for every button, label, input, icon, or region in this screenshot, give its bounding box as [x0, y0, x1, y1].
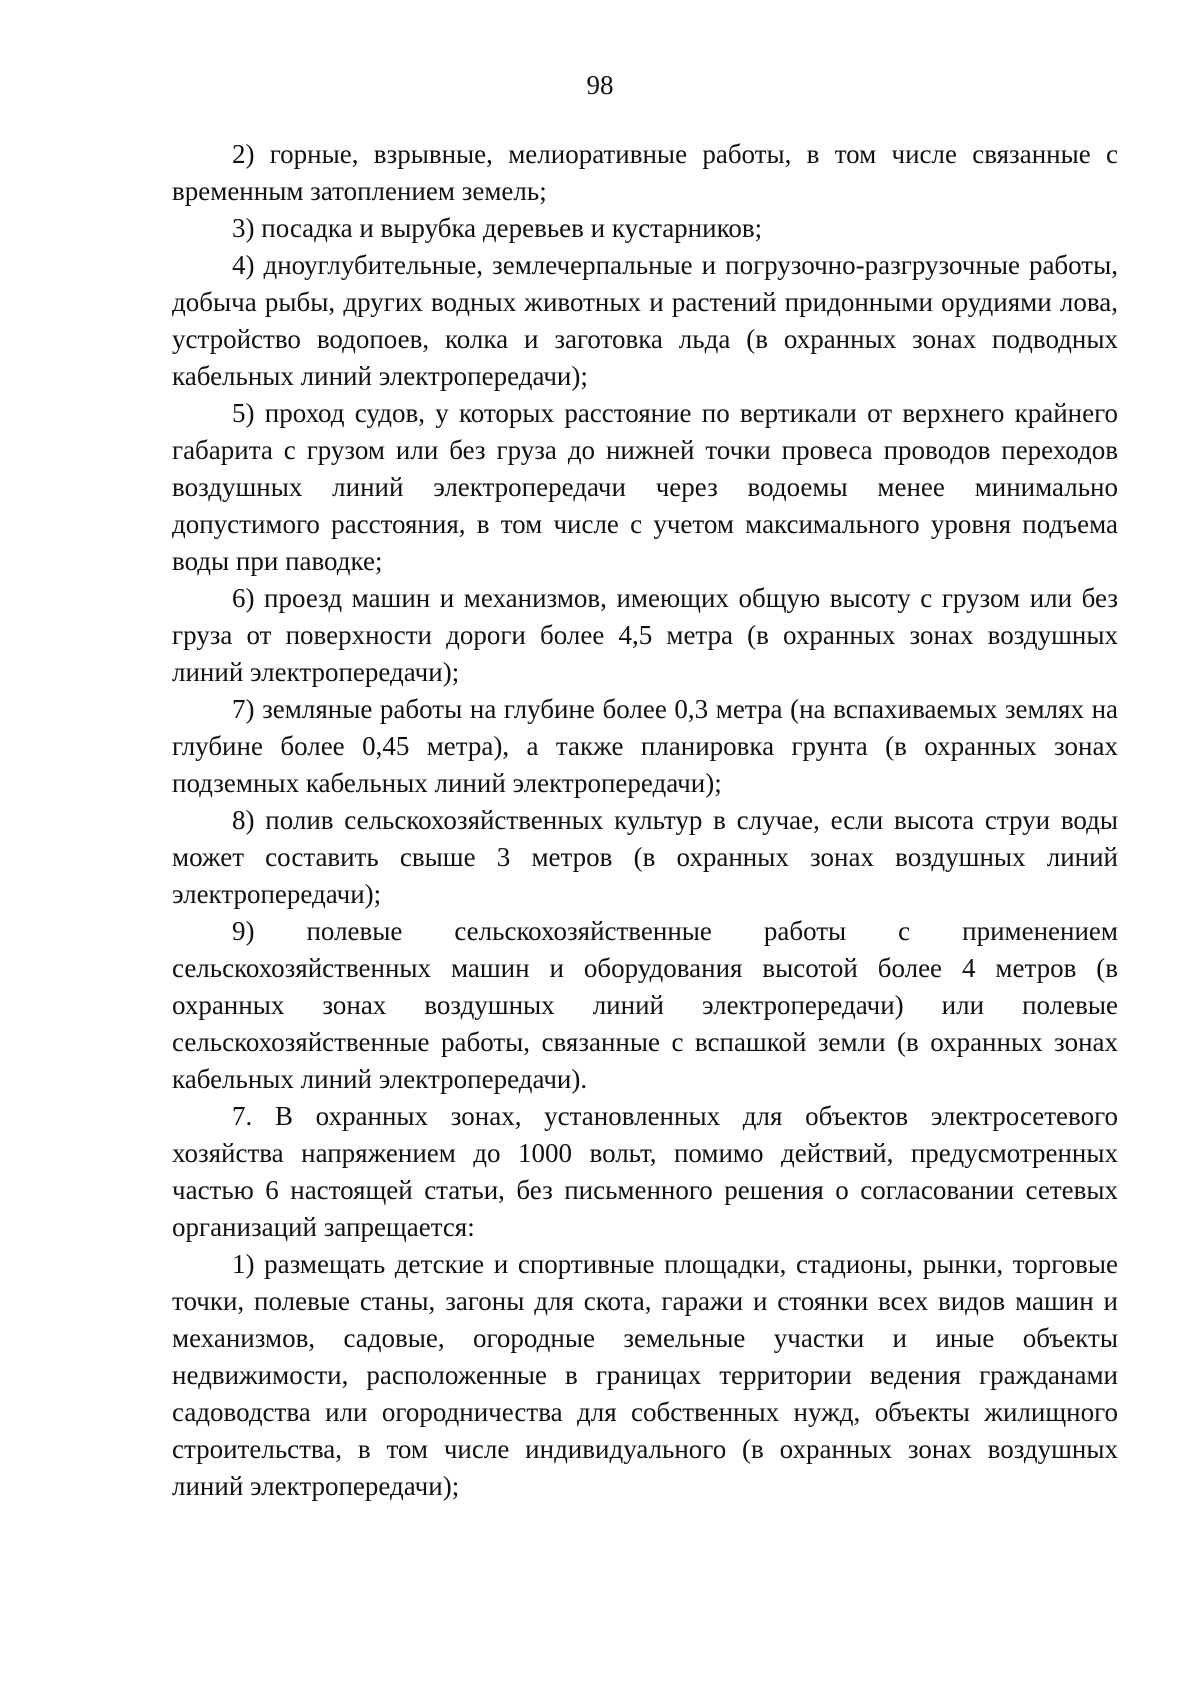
- paragraph-item-2: 2) горные, взрывные, мелиоративные работы, в том числе связанные с временным затоплением земель;: [172, 139, 1118, 206]
- paragraph-item-3: 3) посадка и вырубка деревьев и кустарников;: [232, 213, 763, 243]
- paragraph-item-5: 5) проход судов, у которых расстояние по вертикали от верхнего крайнего габарита с грузом или без груза до нижней точки провеса проводов переходов воздушных линий электропередачи через водоемы менее минимально допустимого расстояния, в том числе с учетом максимального уровня подъема воды при паводке;: [172, 398, 1118, 576]
- paragraph-part-7-item-1: 1) размещать детские и спортивные площадки, стадионы, рынки, торговые точки, полевые станы, загоны для скота, гаражи и стоянки всех видов машин и механизмов, садовые, огородные земельные участки и иные объекты недвижимости, расположенные в границах территории ведения гражданами садоводства или огородничества для собственных нужд, объекты жилищного строительства, в том числе индивидуального (в охранных зонах воздушных линий электропередачи);: [172, 1249, 1118, 1501]
- paragraph-item-8: 8) полив сельскохозяйственных культур в случае, если высота струи воды может составить свыше 3 метров (в охранных зонах воздушных линий электропередачи);: [172, 805, 1118, 909]
- paragraph-part-7: 7. В охранных зонах, установленных для объектов электросетевого хозяйства напряжением до 1000 вольт, помимо действий, предусмотренных частью 6 настоящей статьи, без письменного решения о согласовании сетевых организаций запрещается:: [172, 1101, 1118, 1242]
- paragraph-item-7: 7) земляные работы на глубине более 0,3 метра (на вспахиваемых землях на глубине более 0,45 метра), а также планировка грунта (в охранных зонах подземных кабельных линий электропередачи);: [172, 694, 1118, 798]
- paragraph-item-6: 6) проезд машин и механизмов, имеющих общую высоту с грузом или без груза от поверхности дороги более 4,5 метра (в охранных зонах воздушных линий электропередачи);: [172, 583, 1118, 687]
- document-body: [172, 136, 1118, 1505]
- paragraph-item-9: 9) полевые сельскохозяйственные работы с применением сельскохозяйственных машин и оборудования высотой более 4 метров (в охранных зонах воздушных линий электропередачи) или полевые сельскохозяйственные работы, связанные с вспашкой земли (в охранных зонах кабельных линий электропередачи).: [172, 916, 1118, 1094]
- paragraph-item-4: 4) дноуглубительные, землечерпальные и погрузочно-разгрузочные работы, добыча рыбы, других водных животных и растений придонными орудиями лова, устройство водопоев, колка и заготовка льда (в охранных зонах подводных кабельных линий электропередачи);: [172, 250, 1118, 391]
- page-number: 98: [586, 70, 614, 100]
